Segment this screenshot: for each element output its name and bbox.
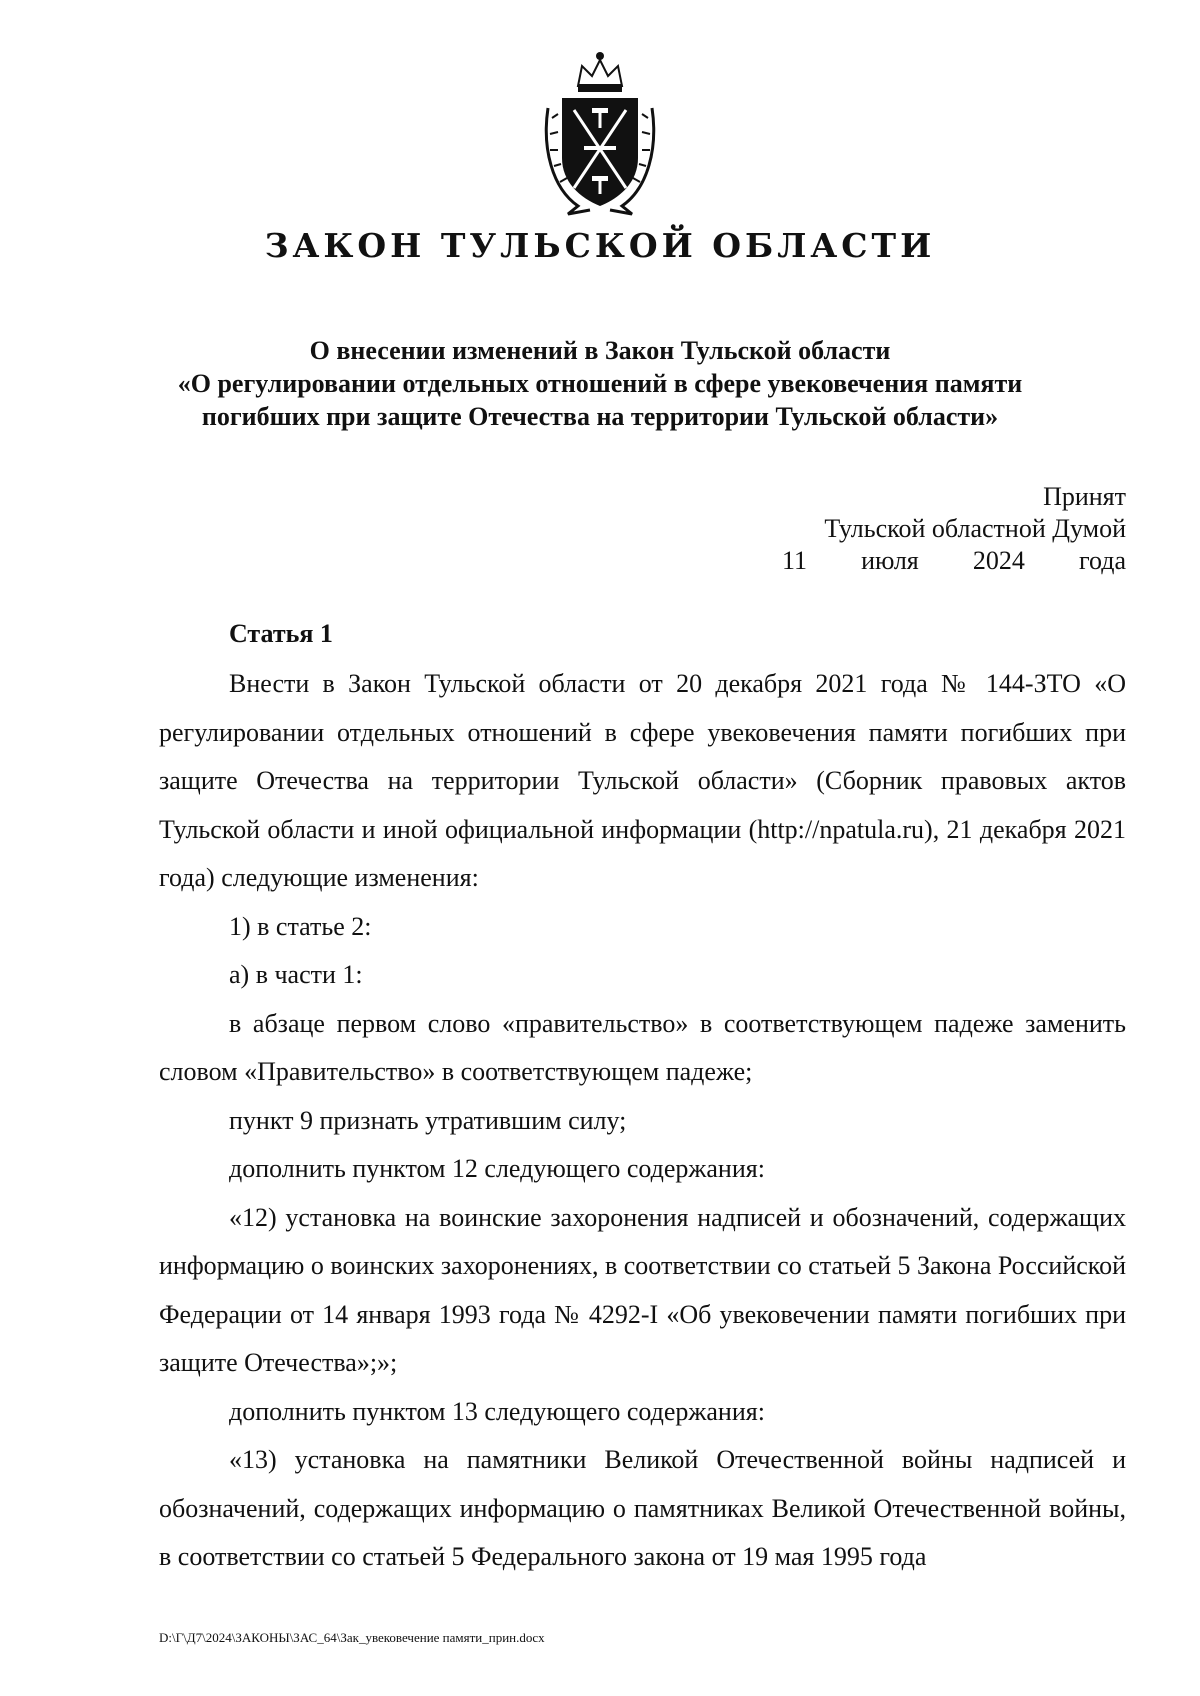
paragraph: Внести в Закон Тульской области от 20 декабря 2021 года № 144-ЗТО «О регулировании отдельных отношений в сфере увековечения памяти погибших при защите Отечества на территории Тульской области» (Сборник правовых актов Тульской области и иной официальной информации (http://npatula.ru), 21 декабря 2021 года) следующие изменения:	[159, 669, 1126, 892]
adoption-date	[782, 545, 1126, 577]
paragraph: дополнить пунктом 12 следующего содержания:	[229, 1154, 765, 1183]
paragraph: в абзаце первом слово «правительство» в соответствующем падеже заменить словом «Правительство» в соответствующем падеже;	[159, 1008, 1126, 1086]
adoption-line-2: Тульской областной Думой	[824, 514, 1126, 543]
adoption-month: июля	[861, 546, 919, 575]
subtitle-line: «О регулировании отдельных отношений в сфере увековечения памяти	[177, 369, 1023, 398]
law-title: ЗАКОН ТУЛЬСКОЙ ОБЛАСТИ	[264, 226, 936, 265]
paragraph: «12) установка на воинские захоронения надписей и обозначений, содержащих информацию о воинских захоронениях, в соответствии со статьей 5 Закона Российской Федерации от 14 января 1993 года № 4292-I «Об увековечении памяти погибших при защите Отечества»;»;	[159, 1202, 1126, 1377]
adoption-year: 2024	[972, 546, 1025, 575]
footer-file-path: D:\Г\Д7\2024\ЗАКОНЫ\ЗАС_64\Зак_увековечение памяти_прин.docx	[159, 1630, 545, 1645]
tula-coat-of-arms-icon	[538, 48, 662, 218]
paragraph: а) в части 1:	[229, 960, 363, 989]
adoption-year-word: года	[1078, 546, 1126, 575]
article-heading: Статья 1	[229, 619, 333, 648]
law-subtitle	[100, 334, 1100, 433]
adoption-block	[782, 481, 1126, 577]
paragraph: «13) установка на памятники Великой Отечественной войны надписей и обозначений, содержащих информацию о памятниках Великой Отечественной войны, в соответствии со статьей 5 Федерального закона от 19 мая 1995 года	[159, 1445, 1126, 1571]
subtitle-line: О внесении изменений в Закон Тульской области	[309, 336, 891, 365]
adoption-day: 11	[782, 546, 808, 575]
paragraph: дополнить пунктом 13 следующего содержания:	[229, 1396, 765, 1426]
paragraph: 1) в статье 2:	[229, 911, 372, 941]
article-body	[159, 614, 1126, 1582]
paragraph: пункт 9 признать утратившим силу;	[229, 1105, 627, 1135]
adoption-line-1: Принят	[1043, 482, 1126, 511]
subtitle-line: погибших при защите Отечества на территории Тульской области»	[201, 402, 999, 431]
